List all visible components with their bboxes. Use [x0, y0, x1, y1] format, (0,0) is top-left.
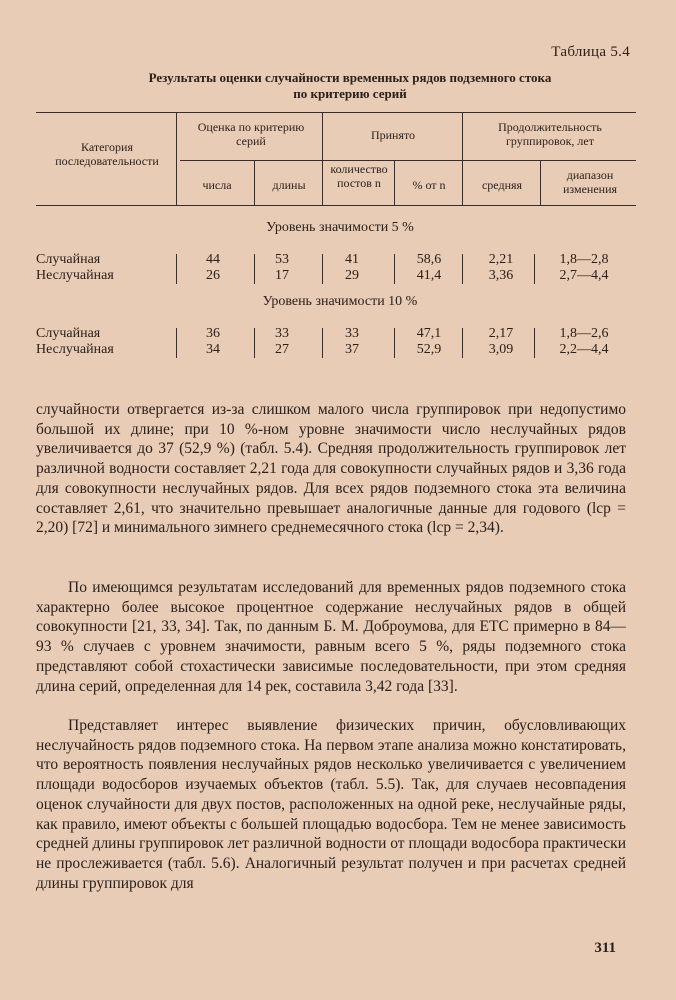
cell-mean: 3,09	[488, 342, 514, 357]
table-row	[36, 268, 636, 284]
body-paragraph-1: случайности отвергается из-за слишком малого числа группировок при недопустимо большой их длине; при 10 %-ном уровне значимости число неслучайных рядов увеличивается до 37 (52,9 %) (табл. 5.4). Средняя продолжительность группировок лет различной водности составляет 2,21 года для совокупности случайных рядов и 3,36 года для совокупности неслучайных рядов. Для всех рядов подземного стока эта величина составляет 2,61, что значительно превышает аналогичные данные для годового (lср = 2,20) [72] и минимального зимнего среднемесячного стока (lср = 2,34).	[36, 401, 626, 537]
cell-lengths: 53	[275, 252, 289, 267]
cell-percent: 41,4	[416, 268, 442, 283]
row-divider	[462, 328, 463, 358]
row-category: Случайная	[36, 252, 101, 267]
header-duration-group: Продолжительность группировок, лет	[498, 120, 602, 148]
header-divider	[394, 160, 395, 205]
cell-range: 1,8—2,8	[559, 252, 609, 267]
header-range: диапазон изменения	[562, 168, 618, 196]
cell-count: 41	[345, 252, 359, 267]
cell-range: 2,7—4,4	[559, 268, 609, 283]
row-category: Неслучайная	[36, 268, 114, 283]
table-label: Таблица 5.4	[551, 44, 630, 60]
cell-range: 1,8—2,6	[559, 326, 609, 341]
significance-level-heading: Уровень значимости 10 %	[262, 294, 418, 309]
cell-lengths: 17	[275, 268, 289, 283]
cell-count: 33	[345, 326, 359, 341]
table-title-line-2: по критерию серий	[293, 86, 407, 101]
cell-mean: 2,21	[488, 252, 514, 267]
header-divider	[322, 112, 323, 205]
row-divider	[534, 328, 535, 358]
table-top-rule	[36, 112, 636, 113]
body-paragraph-2: По имеющимся результатам исследований для временных рядов подземного стока характерно более высокое процентное содержание неслучайных рядов в общей совокупности [21, 33, 34]. Так, по данным Б. М. Доброумова, для ЕТС примерно в 84—93 % случаев с уровнем значимости, равным всего 5 %, ряды подземного стока представляют собой стохастически зависимые последовательности, при этом средняя длина серий, определенная для 14 рек, составила 3,42 года [33].	[36, 579, 626, 695]
cell-percent: 52,9	[416, 342, 442, 357]
row-divider	[254, 328, 255, 358]
table-title	[60, 70, 640, 102]
cell-count: 29	[345, 268, 359, 283]
row-divider	[394, 328, 395, 358]
header-divider	[462, 112, 463, 205]
table-title-line-1: Результаты оценки случайности временных рядов подземного стока	[148, 70, 552, 85]
cell-mean: 3,36	[488, 268, 514, 283]
cell-lengths: 33	[275, 326, 289, 341]
header-divider	[540, 160, 541, 205]
significance-level-heading: Уровень значимости 5 %	[266, 220, 414, 235]
cell-numbers: 34	[206, 342, 220, 357]
cell-percent: 47,1	[416, 326, 442, 341]
header-count: количество постов n	[330, 162, 388, 190]
header-mean: средняя	[481, 178, 523, 192]
row-divider	[322, 254, 323, 284]
header-divider	[176, 112, 177, 205]
row-category: Неслучайная	[36, 342, 114, 357]
cell-range: 2,2—4,4	[559, 342, 609, 357]
page-number: 311	[594, 940, 616, 956]
header-numbers: числа	[202, 178, 232, 192]
row-divider	[462, 254, 463, 284]
table-row	[36, 252, 636, 268]
table-row	[36, 342, 636, 358]
cell-numbers: 26	[206, 268, 220, 283]
row-category: Случайная	[36, 326, 101, 341]
row-divider	[254, 254, 255, 284]
cell-count: 37	[345, 342, 359, 357]
header-percent: % от n	[412, 178, 446, 192]
header-group-rule	[180, 160, 636, 161]
cell-lengths: 27	[275, 342, 289, 357]
cell-numbers: 36	[206, 326, 220, 341]
row-divider	[322, 328, 323, 358]
header-accepted-group: Принято	[370, 128, 416, 142]
header-category: Категория последовательности	[55, 140, 159, 168]
body-paragraph-3: Представляет интерес выявление физических причин, обусловливающих неслучайность рядов подземного стока. На первом этапе анализа можно констатировать, что вероятность появления неслучайных рядов несколько увеличивается с увеличением площади водосборов изучаемых объектов (табл. 5.5). Так, для случаев несовпадения оценок случайности для двух постов, расположенных на одной реке, неслучайные ряды, как правило, имеют объекты с большей площадью водосбора. Тем не менее зависимость средней длины группировок лет различной водности от площади водосбора практически не прослеживается (табл. 5.6). Аналогичный результат получен и при расчетах средней длины группировок для	[36, 717, 626, 892]
header-divider	[254, 160, 255, 205]
cell-numbers: 44	[206, 252, 220, 267]
header-estimate-group: Оценка по критерию серий	[197, 120, 305, 148]
header-bottom-rule	[36, 205, 636, 206]
row-divider	[176, 328, 177, 358]
cell-percent: 58,6	[416, 252, 442, 267]
row-divider	[394, 254, 395, 284]
header-lengths: длины	[272, 178, 306, 192]
row-divider	[176, 254, 177, 284]
table-row	[36, 326, 636, 342]
row-divider	[534, 254, 535, 284]
cell-mean: 2,17	[488, 326, 514, 341]
